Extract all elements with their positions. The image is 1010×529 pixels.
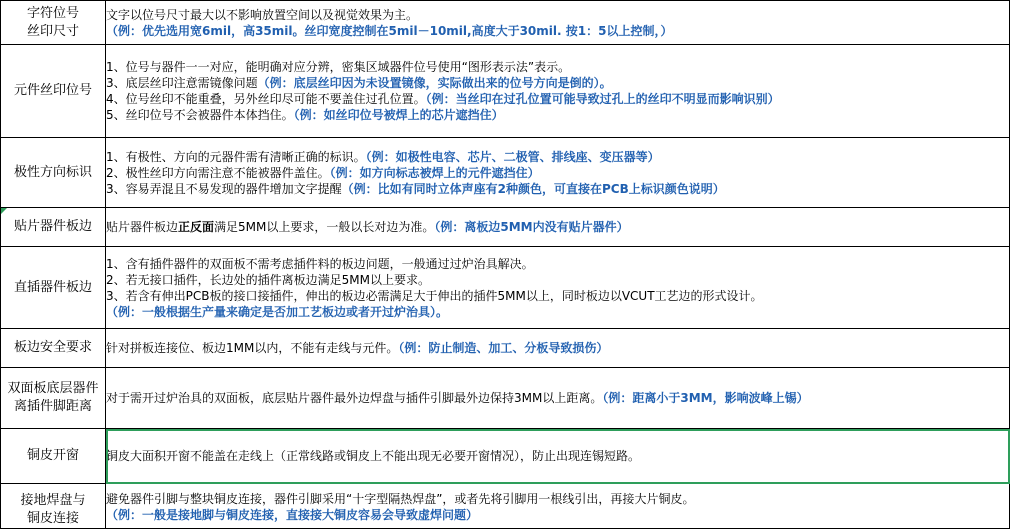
content-line	[106, 23, 1009, 39]
row-label: 丝印尺寸	[26, 23, 79, 39]
content-line	[106, 7, 1009, 23]
row-label: 元件丝印位号	[13, 83, 92, 98]
content-line	[106, 390, 1009, 406]
line-text: 满足5MM以上要求，一般以长对边为准。	[214, 220, 435, 234]
selected-content-cell[interactable]	[106, 429, 1010, 484]
line-example: （例：一般是接地脚与铜皮连接，直接接大铜皮容易会导致虚焊问题）	[106, 508, 479, 522]
line-text: 3、若含有伸出PCB板的接口接插件，伸出的板边必需满足大于伸出的插件5MM以上，同时板边以VCUT工艺边的形式设计。	[106, 288, 763, 303]
line-text: 文字以位号尺寸最大以不影响放置空间以及视觉效果为主。	[106, 7, 419, 22]
row-label-cell[interactable]	[1, 138, 106, 208]
row-label: 直插器件板边	[13, 279, 92, 295]
row-content-cell[interactable]	[106, 208, 1010, 247]
comment-marker-icon	[1, 208, 7, 214]
row-label-cell[interactable]	[1, 484, 106, 529]
line-text: 对于需开过炉治具的双面板，底层贴片器件最外边焊盘与插件引脚最外边保持3MM以上距离。	[106, 391, 603, 405]
content-line	[106, 340, 1009, 356]
row-label: 极性方向标识	[13, 164, 92, 180]
content-line	[106, 272, 1009, 288]
table-row	[1, 329, 1010, 368]
line-example: （例：底层丝印因为未设置镜像，实际做出来的位号方向是倒的）。	[257, 76, 612, 90]
content-line	[106, 107, 1009, 123]
line-example: （例：如丝印位号被焊上的芯片遮挡住）	[293, 108, 504, 122]
row-content-cell[interactable]	[106, 247, 1010, 329]
row-label: 贴片器件板边	[13, 219, 92, 234]
row-label-cell[interactable]	[1, 1, 106, 45]
content-line	[106, 448, 1009, 464]
line-example: （例：距离小于3MM，影响波峰上锡）	[602, 391, 809, 405]
row-label: 双面板底层器件	[7, 381, 99, 396]
line-text: 4、位号丝印不能重叠，另外丝印尽可能不要盖住过孔位置。	[106, 92, 426, 106]
row-content-cell[interactable]	[106, 45, 1010, 138]
line-example: （例：一般根据生产量来确定是否加工艺板边或者开过炉治具）。	[106, 304, 449, 319]
content-line	[106, 288, 1009, 304]
line-example: （例：离板边5MM内没有贴片器件）	[434, 220, 629, 234]
row-label-cell[interactable]	[1, 429, 106, 484]
line-example: （例：如极性电容、芯片、二极管、排线座、变压器等）	[365, 149, 660, 164]
line-text: 2、若无接口插件，长边处的插件离板边满足5MM以上要求。	[106, 272, 430, 287]
row-label: 离插件脚距离	[13, 399, 92, 414]
row-label-cell[interactable]	[1, 45, 106, 138]
content-line	[106, 165, 1009, 181]
table-row	[1, 368, 1010, 429]
content-line	[106, 75, 1009, 91]
table-row	[1, 208, 1010, 247]
line-text: 针对拼板连接位、板边1MM以内，不能有走线与元件。	[106, 341, 399, 355]
row-label-cell[interactable]	[1, 368, 106, 429]
row-label: 铜皮开窗	[26, 448, 79, 463]
table-row	[1, 138, 1010, 208]
content-line	[106, 181, 1009, 197]
line-text: 避免器件引脚与整块铜皮连接，器件引脚采用“十字型隔热焊盘”，或者先将引脚用一根线引出，再接大片铜皮。	[106, 492, 695, 506]
row-content-cell[interactable]	[106, 329, 1010, 368]
line-text: 铜皮大面积开窗不能盖在走线上（正常线路或铜皮上不能出现无必要开窗情况），防止出现连锡短路。	[106, 449, 641, 463]
line-emphasis: 正反面	[178, 220, 215, 234]
table-row	[1, 429, 1010, 484]
line-text: 1、位号与器件一一对应，能明确对应分辨，密集区域器件位号使用“图形表示法”表示。	[106, 60, 571, 74]
line-example: （例：优先选用宽6mil，高35mil。丝印宽度控制在5mil－10mil,高度大于30mil. 按1：5以上控制，）	[106, 23, 673, 38]
content-line	[106, 256, 1009, 272]
line-example: （例：当丝印在过孔位置可能导致过孔上的丝印不明显而影响识别）	[425, 92, 780, 106]
line-example: （例：如方向标志被焊上的元件遮挡住）	[329, 165, 540, 180]
table-row	[1, 484, 1010, 529]
row-content-cell[interactable]	[106, 1, 1010, 45]
row-content-cell[interactable]	[106, 368, 1010, 429]
content-line	[106, 91, 1009, 107]
row-label: 板边安全要求	[13, 340, 92, 355]
row-label-cell[interactable]	[1, 247, 106, 329]
line-example: （例：比如有同时立体声座有2种颜色，可直接在PCB上标识颜色说明）	[341, 181, 725, 196]
line-text: 1、含有插件器件的双面板不需考虑插件料的板边问题，一般通过过炉治具解决。	[106, 256, 534, 271]
row-label-cell[interactable]	[1, 208, 106, 247]
line-text: 贴片器件板边	[106, 220, 179, 234]
line-example: （例：防止制造、加工、分板导致损伤）	[398, 341, 609, 355]
content-line	[106, 59, 1009, 75]
row-content-cell[interactable]	[106, 138, 1010, 208]
row-label-cell[interactable]	[1, 329, 106, 368]
row-content-cell[interactable]	[106, 484, 1010, 529]
line-text: 1、有极性、方向的元器件需有清晰正确的标识。	[106, 149, 366, 164]
table-row	[1, 1, 1010, 45]
line-text: 2、极性丝印方向需注意不能被器件盖住。	[106, 165, 330, 180]
content-line	[106, 491, 1009, 507]
content-line	[106, 219, 1009, 235]
content-line	[106, 304, 1009, 320]
table-row	[1, 247, 1010, 329]
table-row	[1, 45, 1010, 138]
line-text: 5、丝印位号不会被器件本体挡住。	[106, 108, 294, 122]
content-line	[106, 149, 1009, 165]
row-label: 接地焊盘与	[20, 493, 86, 508]
line-text: 3、容易弄混且不易发现的器件增加文字提醒	[106, 181, 342, 196]
row-label: 字符位号	[26, 5, 79, 21]
line-text: 3、底层丝印注意需镜像问题	[106, 76, 258, 90]
row-label: 铜皮连接	[26, 511, 79, 526]
